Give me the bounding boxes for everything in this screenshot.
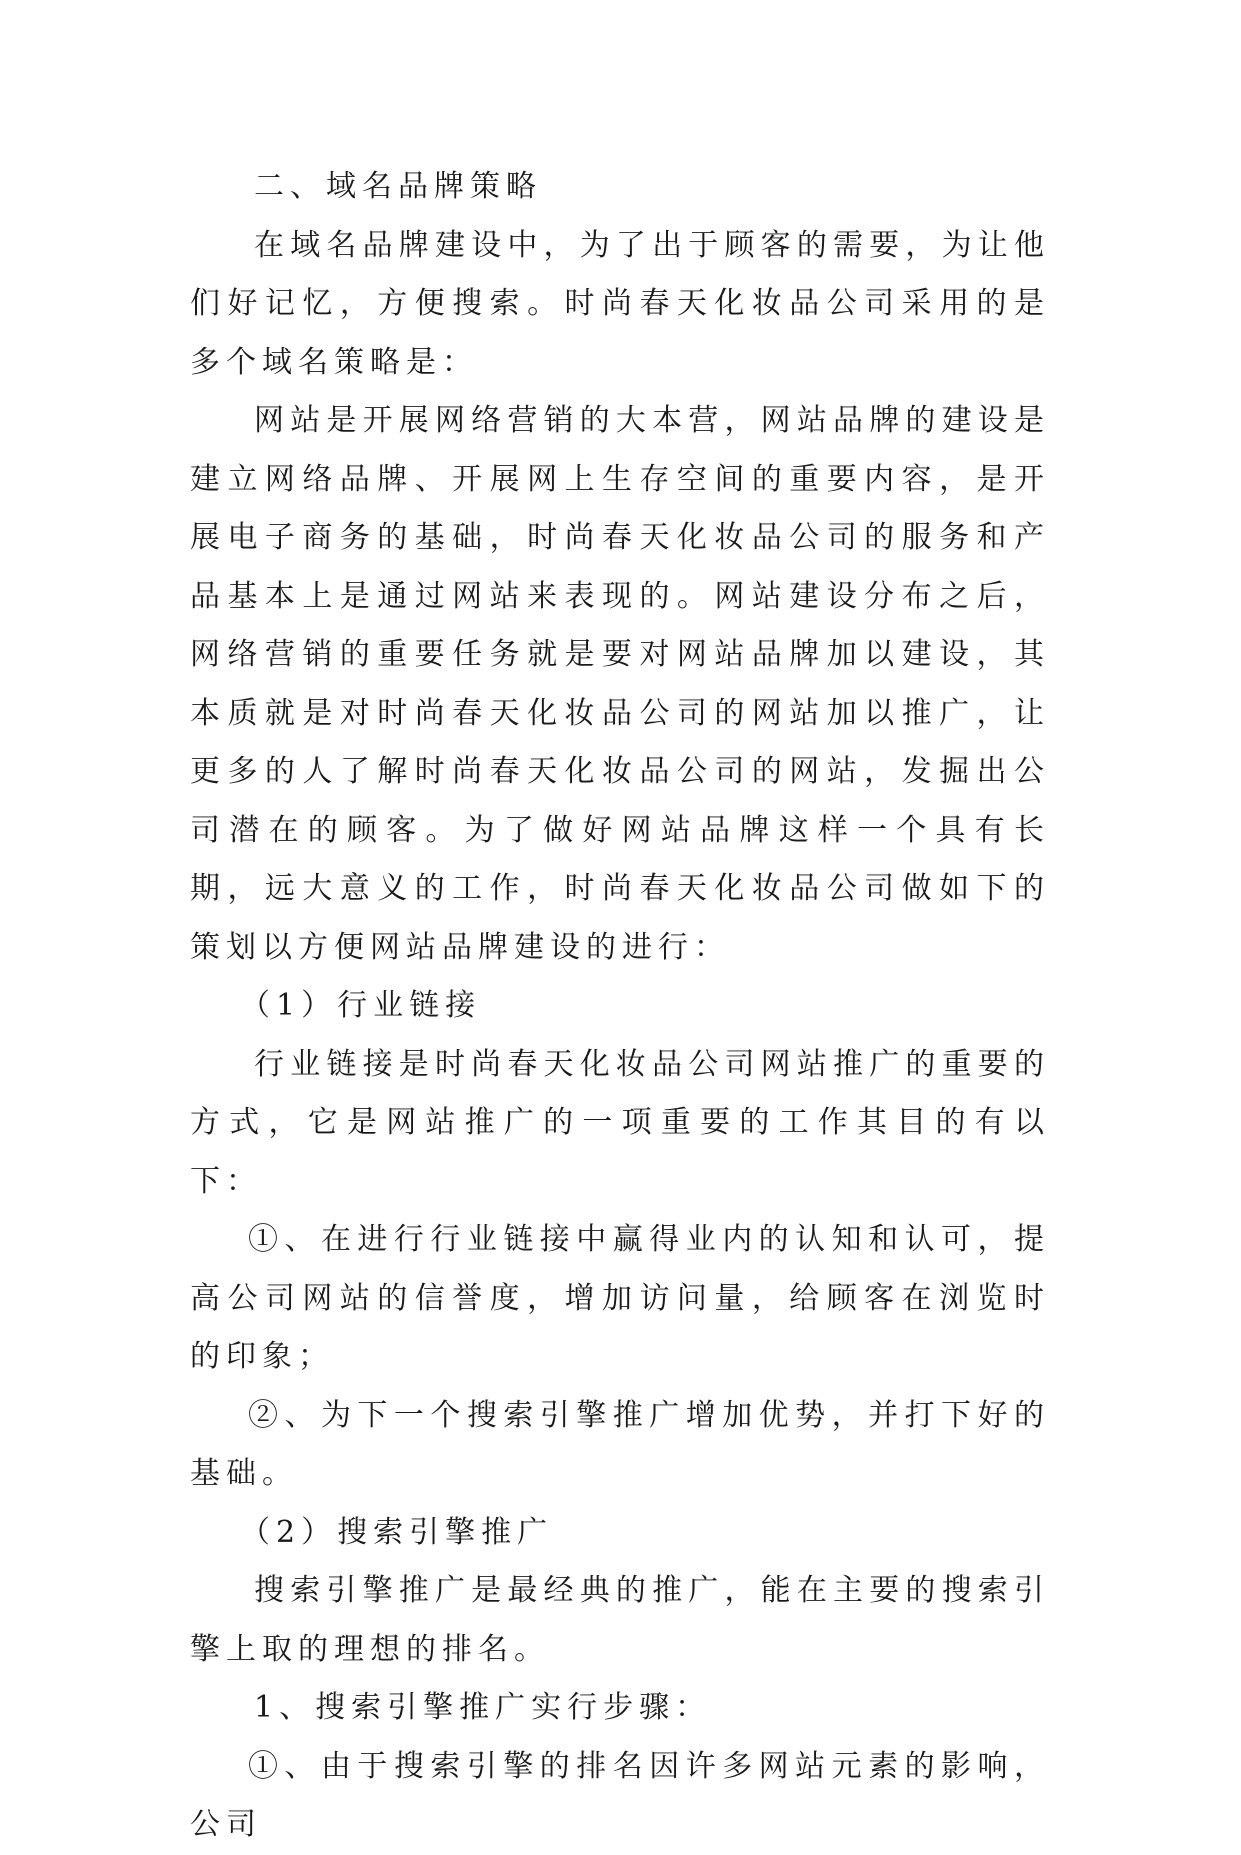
list-item: ①、在进行行业链接中赢得业内的认知和认可，提高公司网站的信誉度，增加访问量，给顾客在浏览时的印象；: [190, 1222, 1050, 1374]
list-item: ①、由于搜索引擎的排名因许多网站元素的影响，公司: [190, 1748, 1050, 1842]
paragraph: 在域名品牌建设中，为了出于顾客的需要，为让他们好记忆，方便搜索。时尚春天化妆品公司采用的是多个域名策略是：: [190, 227, 1050, 380]
paragraph: 搜索引擎推广是最经典的推广，能在主要的搜索引擎上取的理想的排名。: [190, 1573, 1050, 1667]
section-heading: 二、域名品牌策略: [254, 169, 542, 204]
document-body: [190, 158, 1050, 1855]
paragraph: 网站是开展网络营销的大本营，网站品牌的建设是建立网络品牌、开展网上生存空间的重要内容，是开展电子商务的基础，时尚春天化妆品公司的服务和产品基本上是通过网站来表现的。网站建设分布之后，网络营销的重要任务就是要对网站品牌加以建设，其本质就是对时尚春天化妆品公司的网站加以推广，让更多的人了解时尚春天化妆品公司的网站，发掘出公司潜在的顾客。为了做好网站品牌这样一个具有长期，远大意义的工作，时尚春天化妆品公司做如下的策划以方便网站品牌建设的进行：: [190, 403, 1050, 965]
step-heading: 1、搜索引擎推广实行步骤：: [254, 1690, 712, 1725]
list-item: ②、为下一个搜索引擎推广增加优势，并打下好的基础。: [190, 1397, 1050, 1491]
paragraph: 行业链接是时尚春天化妆品公司网站推广的重要的方式，它是网站推广的一项重要的工作其目的有以下：: [190, 1046, 1050, 1199]
subsection-heading: （1）行业链接: [240, 988, 482, 1023]
subsection-heading: （2）搜索引擎推广: [240, 1514, 554, 1550]
